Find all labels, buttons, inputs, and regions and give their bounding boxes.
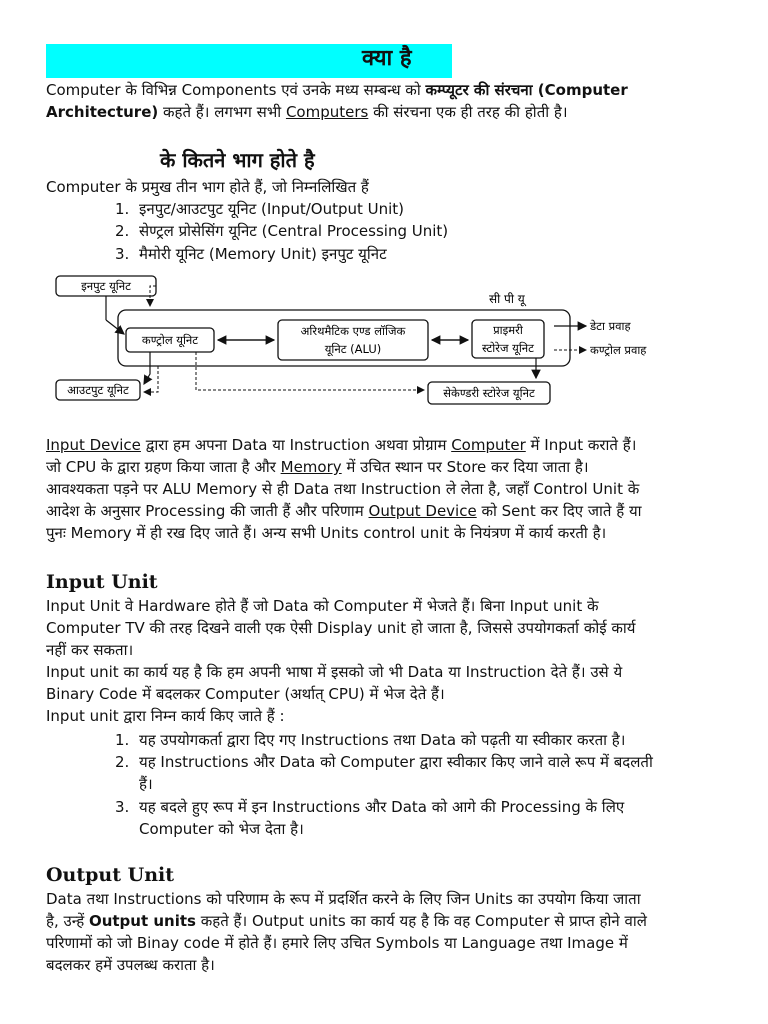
section-title: के कितने भाग होते है [160,148,315,172]
text-part: कहते हैं। Output units का कार्य यह है कि वह Computer से प्राप्त होने वाले [195,912,647,930]
list-item [115,751,653,793]
text-line: नहीं कर सकता। [46,641,134,659]
list-item [115,796,625,838]
flow-text: पुनः Memory में ही रख दिए जाते हैं। अन्य सभी Units control unit के नियंत्रण में कार्य करती है। [46,524,607,542]
list-text: यह बदले हुए रूप में इन Instructions और Data को आगे की Processing के लिए [139,798,625,816]
alu-label-2: यूनिट (ALU) [324,342,382,356]
intro-text-3: की संरचना एक ही तरह की होती है। [368,103,568,121]
legend-data: डेटा प्रवाह [590,319,631,333]
control-unit-label: कण्ट्रोल यूनिट [141,333,199,347]
list-number: 1. [115,200,130,218]
intro-text-2: कहते हैं। लगभग सभी [158,103,286,121]
list-item [115,198,405,220]
intro-paragraph [46,79,736,123]
output-units-bold: Output units [88,912,196,930]
cpu-label: सी पी यू [489,292,525,306]
list-text: यह Instructions और Data को Computer द्वारा स्वीकार किए जाने वाले रूप में बदलती [139,753,653,771]
output-unit-heading: Output Unit [46,864,175,886]
list-item [115,220,449,242]
link-computers[interactable]: Computers [285,103,369,121]
list-text: सेण्ट्रल प्रोसेसिंग यूनिट (Central Processing Unit) [139,222,449,240]
input-unit-paragraph [46,595,746,727]
list-number: 2. [115,222,130,240]
list-text: यह उपयोगकर्ता द्वारा दिए गए Instructions तथा Data को पढ़ती या स्वीकार करता है। [139,731,626,749]
arrow-cpu-output [144,352,150,384]
flow-paragraph [46,434,746,544]
link-output-device[interactable]: Output Device [368,502,477,520]
flow-text: जो CPU के द्वारा ग्रहण किया जाता है और [46,458,281,476]
primary-label-2: स्टोरेज यूनिट [482,341,534,355]
secondary-label: सेकेण्डरी स्टोरेज यूनिट [443,386,535,400]
list-number: 3. [115,798,130,816]
input-unit-label: इनपुट यूनिट [81,279,131,293]
flow-text: द्वारा हम अपना Data या Instruction अथवा प्रोग्राम [140,436,452,454]
primary-label-1: प्राइमरी [493,323,523,337]
list-text-cont: Computer को भेज देता है। [139,820,304,838]
list-number: 2. [115,753,130,771]
text-line: Computer TV की तरह दिखने वाली एक ऐसी Display unit हो जाता है, जिससे उपयोगकर्ता कोई कार्य [46,619,636,637]
page-title: क्या है [362,46,412,71]
text-line: Data तथा Instructions को परिणाम के रूप में प्रदर्शित करने के लिए जिन Units का उपयोग किया जाता [46,890,641,908]
list-text-cont: हैं। [139,775,153,793]
text-line: Input unit द्वारा निम्न कार्य किए जाते हैं : [46,707,285,725]
link-computer[interactable]: Computer [451,436,526,454]
text-line: Binary Code में बदलकर Computer (अर्थात् CPU) में भेज देते हैं। [46,685,445,703]
flow-text: में उचित स्थान पर Store कर दिया जाता है। [341,458,589,476]
architecture-diagram [46,266,686,416]
list-number: 1. [115,731,130,749]
list-text: इनपुट/आउटपुट यूनिट (Input/Output Unit) [139,200,405,218]
text-line: Input unit का कार्य यह है कि हम अपनी भाषा में इसको जो भी Data या Instruction देते हैं। उसे ये [46,663,623,681]
list-text: मैमोरी यूनिट (Memory Unit) इनपुट यूनिट [139,245,387,263]
arrow-control-output [144,366,158,392]
parts-lead: Computer के प्रमुख तीन भाग होते हैं, जो निम्नलिखित हैं [46,178,369,196]
intro-text-1: Computer के विभिन्न Components एवं उनके मध्य सम्बन्ध को [46,81,426,99]
output-unit-paragraph [46,888,746,976]
arrow-control-secondary [196,352,424,390]
alu-label-1: अरिथमैटिक एण्ड लॉजिक [300,324,406,338]
link-memory[interactable]: Memory [280,458,342,476]
text-part: है, उन्हें [46,912,89,930]
link-input-device[interactable]: Input Device [46,436,141,454]
flow-text: में Input कराते हैं। [525,436,637,454]
flow-text: को Sent कर दिए जाते हैं या [476,502,642,520]
text-line: Input Unit वे Hardware होते हैं जो Data को Computer में भेजते हैं। बिना Input unit के [46,597,599,615]
intro-bold: कम्प्यूटर की संरचना (Computer Architecture) [46,81,628,121]
list-item [115,729,626,751]
flow-text: आवश्यकता पड़ने पर ALU Memory से ही Data तथा Instruction ले लेता है, जहाँ Control Unit के [46,480,640,498]
input-unit-heading: Input Unit [46,571,158,593]
text-line: परिणामों को जो Binay code में होते हैं। हमारे लिए उचित Symbols या Language तथा Image में [46,934,628,952]
output-unit-label: आउटपुट यूनिट [67,383,129,397]
list-number: 3. [115,245,130,263]
legend-control: कण्ट्रोल प्रवाह [590,343,647,357]
arrow-input-data-b [106,320,124,334]
list-item [115,243,387,265]
flow-text: आदेश के अनुसार Processing की जाती हैं और परिणाम [46,502,369,520]
text-line: बदलकर हमें उपलब्ध कराता है। [46,956,215,974]
